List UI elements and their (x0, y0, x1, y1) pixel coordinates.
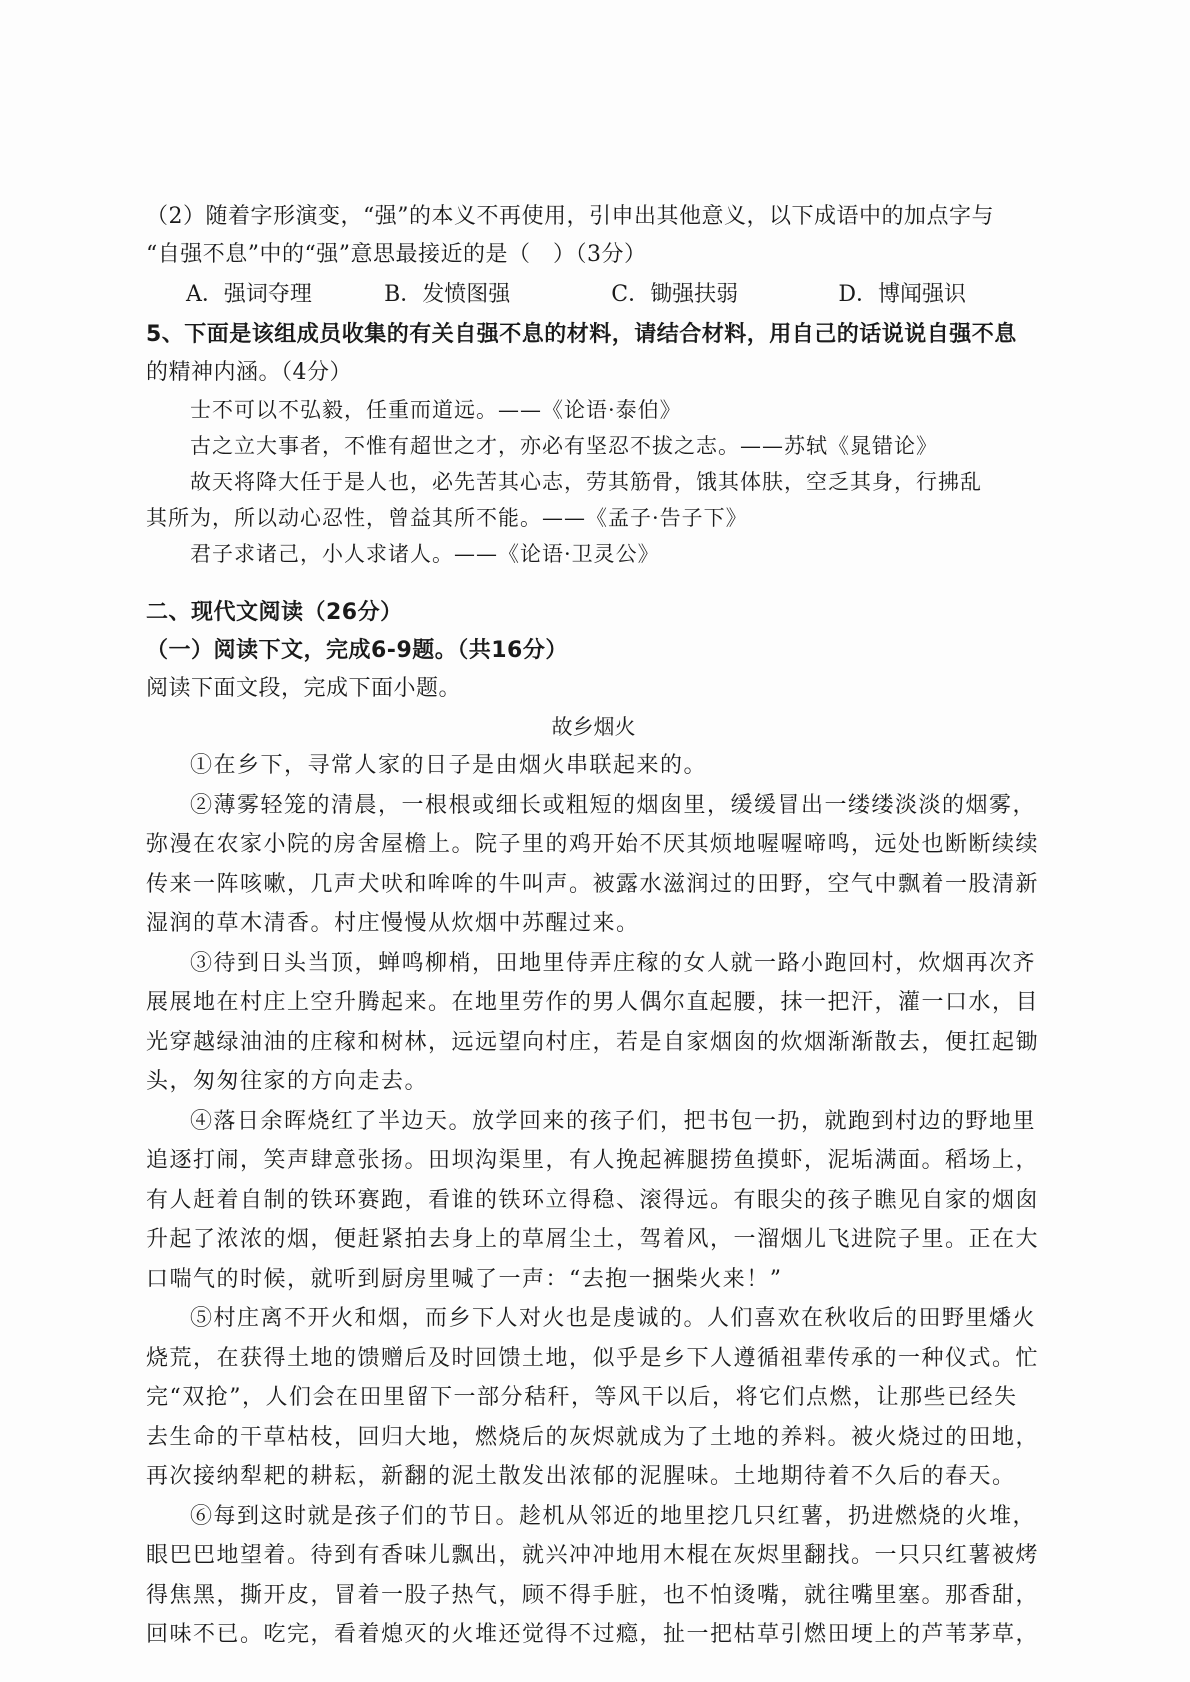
q2-option-a: A．强词夺理 (186, 282, 312, 307)
exam-content (146, 198, 1051, 1655)
paragraph-2-line-4: 湿润的草木清香。村庄慢慢从炊烟中苏醒过来。 (146, 911, 640, 936)
q5-quote-1: 士不可以不弘毅，任重而道远。——《论语·泰伯》 (190, 398, 682, 422)
q2-line-2: “自强不息”中的“强”意思最接近的是（ ）（3分） (146, 242, 647, 267)
section-sub-heading: （一）阅读下文，完成6-9题。（共16分） (146, 638, 568, 663)
paragraph-4-line-4: 升起了浓浓的烟，便赶紧拍去身上的草屑尘土，驾着风，一溜烟儿飞进院子里。正在大 (146, 1227, 1040, 1252)
paragraph-6-line-3: 得焦黑，撕开皮，冒着一股子热气，顾不得手脏，也不怕烫嘴，就往嘴里塞。那香甜， (146, 1582, 1040, 1608)
paragraph-3-line-2: 展展地在村庄上空升腾起来。在地里劳作的男人偶尔直起腰，抹一把汗，灌一口水，目 (146, 990, 1040, 1015)
paragraph-5-line-2: 烧荒，在获得土地的馈赠后及时回馈土地，似乎是乡下人遵循祖辈传承的一种仪式。忙 (146, 1345, 1040, 1371)
paragraph-6-line-1: ⑥每到这时就是孩子们的节日。趁机从邻近的地里挖几只红薯，扔进燃烧的火堆， (190, 1503, 1037, 1529)
q5-quote-4: 君子求诸己，小人求诸人。——《论语·卫灵公》 (190, 542, 660, 566)
paragraph-5-line-3: 完“双抢”，人们会在田里留下一部分秸秆，等风干以后，将它们点燃，让那些已经失 (146, 1385, 1018, 1410)
paragraph-4-line-1: ④落日余晖烧红了半边天。放学回来的孩子们，把书包一扔，就跑到村边的野地里 (190, 1108, 1037, 1134)
paragraph-5-line-4: 去生命的干草枯枝，回归大地，燃烧后的灰烬就成为了土地的养料。被火烧过的田地， (146, 1424, 1040, 1450)
section-heading: 二、现代文阅读（26分） (146, 600, 403, 625)
paragraph-2-line-3: 传来一阵咳嗽，几声犬吠和哞哞的牛叫声。被露水滋润过的田野，空气中飘着一股清新 (146, 871, 1040, 897)
q2-option-b: B．发愤图强 (384, 282, 511, 307)
q2-options (146, 274, 1051, 316)
paragraph-1-line-1: ①在乡下，寻常人家的日子是由烟火串联起来的。 (190, 753, 708, 778)
q5-line-1: 5、下面是该组成员收集的有关自强不息的材料，请结合材料，用自己的话说说自强不息 (146, 322, 1017, 347)
paragraph-4-line-2: 追逐打闹，笑声肆意张扬。田坝沟渠里，有人挽起裤腿捞鱼摸虾，泥垢满面。稻场上， (146, 1148, 1040, 1173)
q5-quote-3-cont: 其所为，所以动心忍性，曾益其所不能。——《孟子·告子下》 (146, 506, 748, 530)
paragraph-4-line-5: 口喘气的时候，就听到厨房里喊了一声：“去抱一捆柴火来！” (146, 1266, 783, 1292)
q5-quote-3: 故天将降大任于是人也，必先苦其心志，劳其筋骨，饿其体肤，空乏其身，行拂乱 (190, 470, 982, 494)
paragraph-6-line-4: 回味不已。吃完，看着熄灭的火堆还觉得不过瘾，扯一把枯草引燃田埂上的芦苇茅草， (146, 1622, 1040, 1647)
paragraph-6-line-2: 眼巴巴地望着。待到有香味儿飘出，就兴冲冲地用木棍在灰烬里翻找。一只只红薯被烤 (146, 1543, 1040, 1568)
article-title: 故乡烟火 (551, 715, 636, 739)
q5-quote-2: 古之立大事者，不惟有超世之才，亦必有坚忍不拔之志。——苏轼《晁错论》 (190, 434, 938, 458)
q2-option-c: C．锄强扶弱 (611, 282, 739, 307)
paragraph-3-line-3: 光穿越绿油油的庄稼和树林，远远望向村庄，若是自家烟囱的炊烟渐渐散去，便扛起锄 (146, 1029, 1040, 1055)
paragraph-3-line-1: ③待到日头当顶，蝉鸣柳梢，田地里侍弄庄稼的女人就一路小跑回村，炊烟再次齐 (190, 950, 1037, 976)
paragraph-3-line-4: 头，匆匆往家的方向走去。 (146, 1069, 429, 1094)
paragraph-5-line-5: 再次接纳犁耙的耕耘，新翻的泥土散发出浓郁的泥腥味。土地期待着不久后的春天。 (146, 1464, 1016, 1489)
q2-line-1: （2）随着字形演变，“强”的本义不再使用，引申出其他意义，以下成语中的加点字与 (146, 204, 994, 229)
paragraph-5-line-1: ⑤村庄离不开火和烟，而乡下人对火也是虔诚的。人们喜欢在秋收后的田野里燔火 (190, 1306, 1037, 1331)
paragraph-2-line-2: 弥漫在农家小院的房舍屋檐上。院子里的鸡开始不厌其烦地喔喔啼鸣，远处也断断续续 (146, 832, 1040, 857)
section-instruction: 阅读下面文段，完成下面小题。 (146, 676, 462, 701)
q5-line-2: 的精神内涵。（4分） (146, 360, 352, 385)
q2-option-d: D．博闻强识 (838, 282, 967, 307)
paragraph-4-line-3: 有人赶着自制的铁环赛跑，看谁的铁环立得稳、滚得远。有眼尖的孩子瞧见自家的烟囱 (146, 1187, 1040, 1213)
paragraph-2-line-1: ②薄雾轻笼的清晨，一根根或细长或粗短的烟囱里，缓缓冒出一缕缕淡淡的烟雾， (190, 792, 1037, 818)
